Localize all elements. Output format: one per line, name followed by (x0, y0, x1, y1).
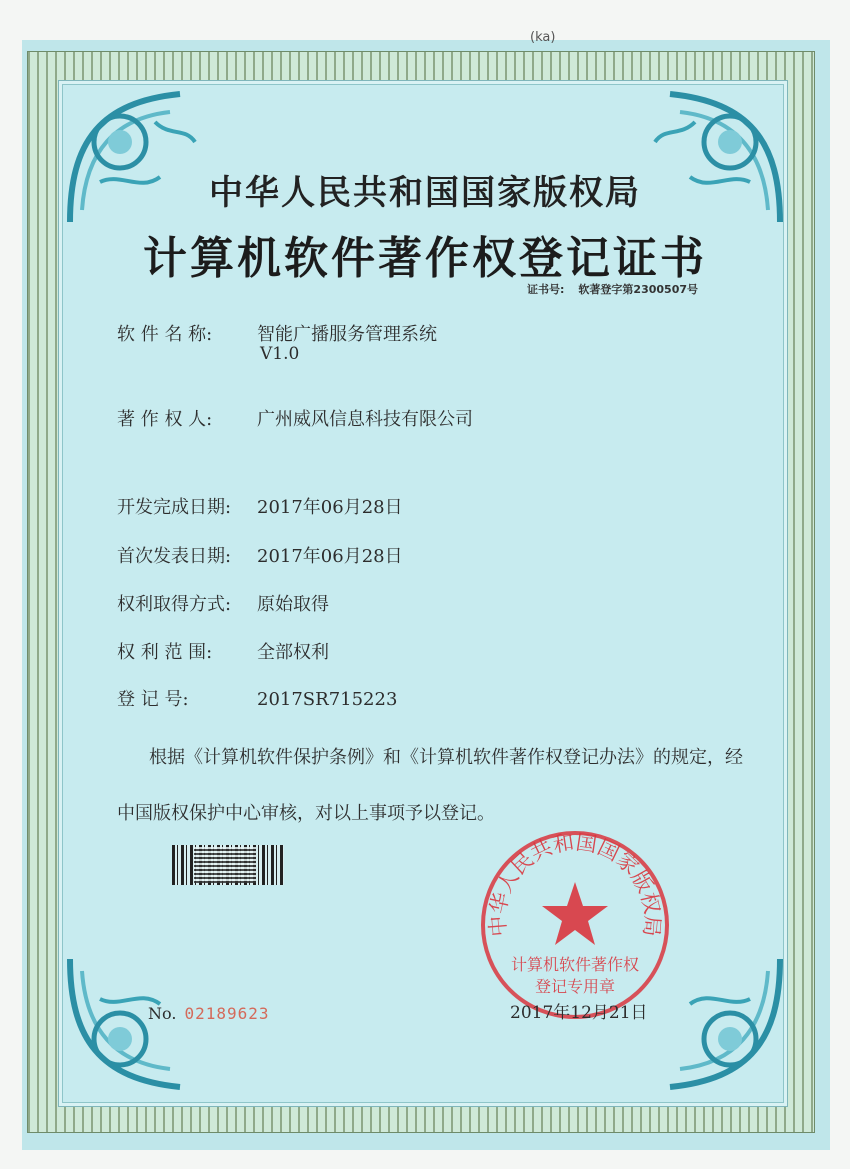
seal-outer-text: 中华人民共和国国家版权局 (485, 830, 665, 938)
barcode (172, 845, 284, 885)
statement-paragraph: 根据《计算机软件保护条例》和《计算机软件著作权登记办法》的规定，经中国版权保护中心审核，对以上事项予以登记。 (117, 747, 743, 824)
serial-number-label: No. (148, 1004, 177, 1023)
field-value: 原始取得 (257, 594, 329, 615)
certificate-number-label: 证书号: (527, 283, 565, 296)
field-value: 智能广播服务管理系统 (257, 324, 437, 345)
field-label: 软 件 名 称: (117, 324, 213, 345)
field-completion-date (117, 493, 403, 519)
certificate-number-value: 软著登字第2300507号 (578, 283, 698, 296)
seal-inner-line2: 登记专用章 (534, 977, 616, 996)
field-label: 登 记 号: (117, 689, 189, 710)
qr-code (194, 847, 256, 883)
field-label: 权 利 范 围: (117, 642, 213, 663)
field-label: 权利取得方式: (117, 594, 232, 615)
handwritten-note: (ka) (530, 30, 556, 45)
field-registration-number (117, 685, 397, 711)
field-software-name (117, 320, 437, 346)
field-value: 2017SR715223 (257, 689, 398, 710)
field-value: 全部权利 (257, 642, 329, 663)
seal-star-icon (542, 882, 608, 945)
field-value: 广州威风信息科技有限公司 (257, 409, 473, 430)
corner-ornament-icon (60, 949, 210, 1099)
field-value: 2017年06月28日 (257, 546, 403, 567)
field-acquisition-method (117, 590, 329, 616)
issuing-authority-title: 中华人民共和国国家版权局 (209, 173, 641, 213)
seal-inner-line1: 计算机软件著作权 (510, 955, 640, 974)
software-version: V1.0 (260, 344, 300, 364)
field-rights-scope (117, 638, 329, 664)
field-label: 著 作 权 人: (117, 409, 213, 430)
field-publication-date (117, 542, 403, 568)
certificate-title: 计算机软件著作权登记证书 (143, 233, 707, 284)
certificate-number (527, 281, 698, 297)
field-label: 首次发表日期: (117, 546, 232, 567)
field-copyright-owner (117, 405, 473, 431)
field-label: 开发完成日期: (117, 497, 232, 518)
issue-date: 2017年12月21日 (510, 1003, 648, 1023)
field-value: 2017年06月28日 (257, 497, 403, 518)
serial-number (148, 1004, 270, 1023)
serial-number-value: 02189623 (184, 1004, 270, 1023)
